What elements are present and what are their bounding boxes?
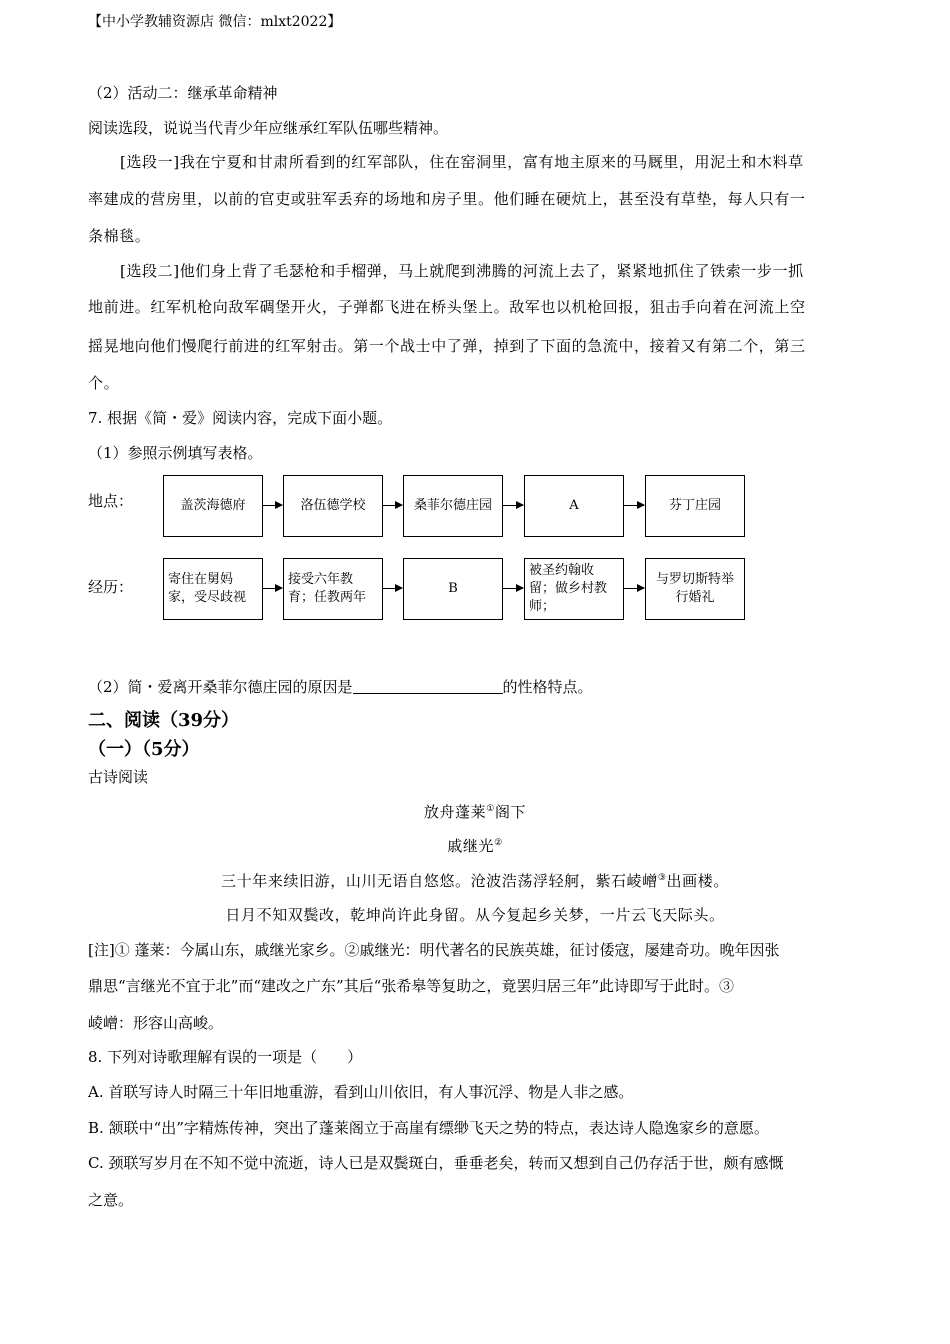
q7-sub2	[88, 677, 593, 697]
arrow-place-1	[263, 505, 282, 506]
seg2-line4: 个。	[88, 374, 120, 392]
q7-sub1: （1）参照示例填写表格。	[88, 444, 263, 462]
place-box-5: 芬丁庄园	[645, 475, 745, 537]
poem-title	[0, 802, 950, 822]
arrow-place-4	[624, 505, 644, 506]
exp-box-4: 被圣约翰收留；做乡村教师；	[524, 558, 624, 620]
poem-line1-note: ③	[657, 873, 667, 883]
places-label: 地点：	[88, 492, 134, 510]
section2-title: 二、阅读（39分）	[88, 710, 240, 731]
section2-label: 古诗阅读	[88, 768, 149, 786]
q8-title: 8. 下列对诗歌理解有误的一项是（ ）	[88, 1048, 363, 1066]
poem-title-text: 放舟蓬莱	[423, 803, 487, 821]
q7-title: 7. 根据《简・爱》阅读内容，完成下面小题。	[88, 409, 393, 427]
answer-blank[interactable]	[353, 678, 503, 694]
poem-author	[0, 836, 950, 856]
poem-author-text: 戚继光	[447, 837, 495, 855]
q8-option-c-line2: 之意。	[88, 1191, 134, 1209]
poem-line1	[0, 871, 950, 891]
seg2-line3: 摇晃地向他们慢爬行前进的红军射击。第一个战士中了弹，掉到了下面的急流中，接着又有第二个，第三	[88, 337, 806, 355]
header-watermark: 【中小学教辅资源店 微信：mlxt2022】	[88, 14, 342, 30]
exp-box-5: 与罗切斯特举行婚礼	[645, 558, 745, 620]
poem-title-end: 阁下	[494, 803, 527, 821]
place-box-2: 洛伍德学校	[283, 475, 383, 537]
q8-option-b: B. 颔联中“出”字精炼传神，突出了蓬莱阁立于高崖有缥缈飞天之势的特点，表达诗人隐逸家乡的意愿。	[88, 1119, 769, 1137]
arrow-exp-2	[383, 588, 402, 589]
exp-label: 经历：	[88, 578, 134, 596]
q7-sub2-after: 的性格特点。	[502, 678, 593, 696]
notes-line3: 崚嶒：形容山高峻。	[88, 1014, 224, 1032]
poem-line2: 日月不知双鬓改，乾坤尚许此身留。从今复起乡关梦，一片云飞天际头。	[225, 906, 725, 924]
arrow-place-3	[503, 505, 523, 506]
seg1-line3: 条棉毯。	[88, 227, 151, 245]
q7-sub2-before: （2）简・爱离开桑菲尔德庄园的原因是	[88, 678, 353, 696]
notes-line2: 鼎思“言继光不宜于北”而“建改之广东”其后“张希皋等复助之，竟罢归居三年”此诗即写于此时。③	[88, 977, 735, 995]
arrow-exp-1	[263, 588, 282, 589]
q8-option-c-line1: C. 颈联写岁月在不知不觉中流逝，诗人已是双鬓斑白，垂垂老矣，转而又想到自己仍存活于世，颇有感慨	[88, 1154, 784, 1172]
poem-author-note: ②	[494, 838, 503, 848]
place-box-1: 盖茨海德府	[163, 475, 263, 537]
q8-option-a: A. 首联写诗人时隔三十年旧地重游，看到山川依旧，有人事沉浮、物是人非之感。	[88, 1083, 634, 1101]
section2-part1: （一）（5分）	[88, 739, 200, 760]
exp-box-2: 接受六年教育；任教两年	[283, 558, 383, 620]
poem-title-note: ①	[486, 804, 495, 814]
seg2-line1: [选段二]他们身上背了毛瑟枪和手榴弹，马上就爬到沸腾的河流上去了，紧紧地抓住了铁索一步一抓	[120, 262, 804, 280]
place-box-3: 桑菲尔德庄园	[403, 475, 503, 537]
seg2-line2: 地前进。红军机枪向敌军碉堡开火，子弹都飞进在桥头堡上。敌军也以机枪回报，狙击手向着在河流上空	[88, 298, 806, 316]
activity2-title: （2）活动二：继承革命精神	[88, 84, 278, 102]
poem-line1-b: 出画楼。	[666, 872, 729, 890]
arrow-place-2	[383, 505, 402, 506]
seg1-line2: 率建成的营房里，以前的官吏或驻军丢弃的场地和房子里。他们睡在硬炕上，甚至没有草垫，每人只有一	[88, 190, 806, 208]
notes-line1: [注]① 蓬莱：今属山东，戚继光家乡。②戚继光：明代著名的民族英雄，征讨倭寇，屡建奇功。晚年因张	[88, 941, 780, 959]
arrow-exp-4	[624, 588, 644, 589]
seg1-line1: [选段一]我在宁夏和甘肃所看到的红军部队，住在窑洞里，富有地主原来的马厩里，用泥土和木料草	[120, 153, 804, 171]
poem-line1-a: 三十年来续旧游，山川无语自悠悠。沧波浩荡浮轻舸，紫石崚嶒	[221, 872, 658, 890]
exp-box-b: B	[403, 558, 503, 620]
exp-box-1: 寄住在舅妈家，受尽歧视	[163, 558, 263, 620]
arrow-exp-3	[503, 588, 523, 589]
place-box-a: A	[524, 475, 624, 537]
activity2-prompt: 阅读选段，说说当代青少年应继承红军队伍哪些精神。	[88, 119, 449, 137]
